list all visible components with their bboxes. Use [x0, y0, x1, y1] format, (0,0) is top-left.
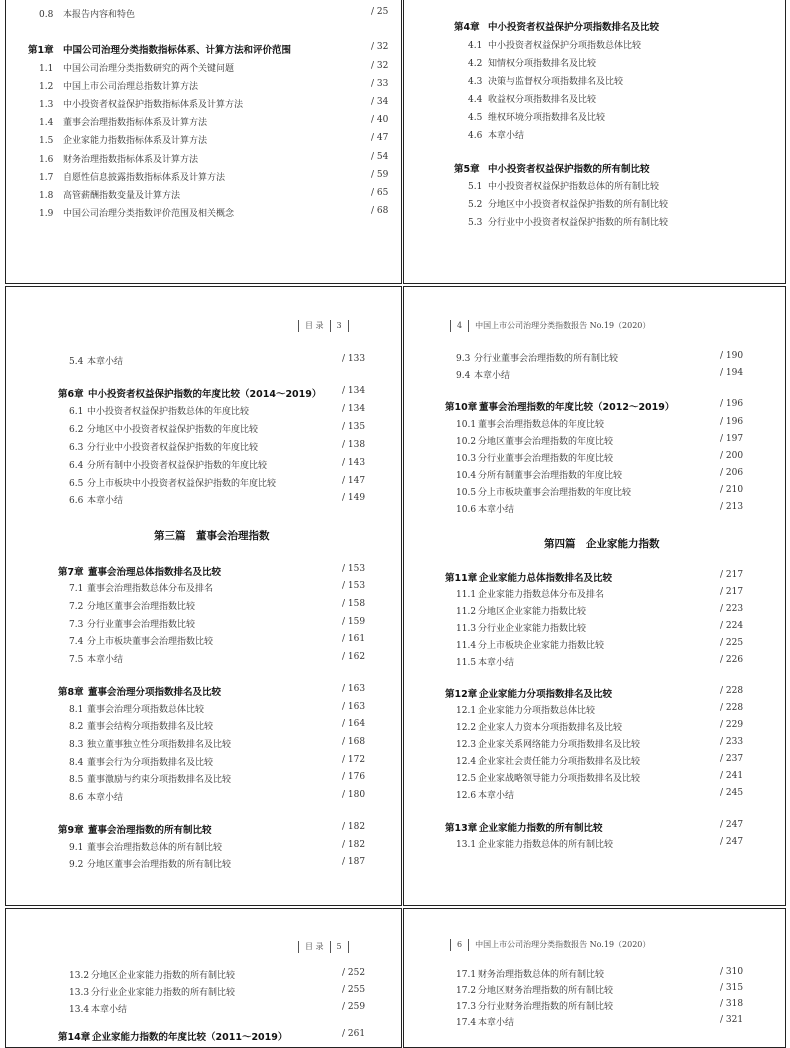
page-number: / 200	[720, 451, 744, 461]
page-number: / 164	[342, 719, 366, 729]
toc-page-5	[5, 908, 402, 1048]
page-number: / 213	[720, 502, 744, 512]
page-number: / 206	[720, 468, 744, 478]
toc-entry: 17.1 财务治理指数总体的所有制比较	[456, 970, 605, 980]
page-number: / 241	[720, 771, 744, 781]
toc-entry: 8.1 董事会治理分项指数总体比较	[69, 705, 205, 715]
page-number: / 47	[371, 133, 389, 143]
toc-page-1	[5, 0, 402, 284]
toc-entry: 13.1 企业家能力指数总体的所有制比较	[456, 840, 614, 850]
toc-chapter: 第8章 董事会治理分项指数排名及比较	[58, 687, 222, 698]
toc-entry: 11.4 分上市板块企业家能力指数比较	[456, 641, 605, 651]
running-header: 目 录 3	[292, 320, 355, 332]
running-header: 目 录 5	[292, 941, 355, 953]
toc-entry: 6.6 本章小结	[69, 496, 124, 506]
page-number: / 261	[342, 1029, 366, 1039]
page-number: / 226	[720, 655, 744, 665]
page-number: / 153	[342, 581, 366, 591]
toc-chapter: 第11章 企业家能力总体指数排名及比较	[445, 573, 613, 584]
toc-entry: 1.5 企业家能力指数指标体系及计算方法	[39, 136, 208, 146]
page-number: / 197	[720, 434, 744, 444]
toc-entry: 11.3 分行业企业家能力指数比较	[456, 624, 587, 634]
toc-entry: 1.3 中小投资者权益保护指数指标体系及计算方法	[39, 100, 244, 110]
toc-entry: 8.6 本章小结	[69, 793, 124, 803]
toc-entry: 9.3 分行业董事会治理指数的所有制比较	[456, 354, 619, 364]
page-number: / 196	[720, 417, 744, 427]
page-number: / 134	[342, 386, 366, 396]
page-number: / 318	[720, 999, 744, 1009]
page-number: / 194	[720, 368, 744, 378]
page-number: / 233	[720, 737, 744, 747]
page-number: / 252	[342, 968, 366, 978]
toc-chapter: 第9章 董事会治理指数的所有制比较	[58, 825, 212, 836]
page-number: / 135	[342, 422, 366, 432]
toc-entry: 6.2 分地区中小投资者权益保护指数的年度比较	[69, 425, 259, 435]
toc-entry: 11.1 企业家能力指数总体分布及排名	[456, 590, 605, 600]
toc-entry: 10.4 分所有制董事会治理指数的年度比较	[456, 471, 623, 481]
page-number: / 33	[371, 79, 389, 89]
toc-entry: 7.3 分行业董事会治理指数比较	[69, 620, 196, 630]
page-number: / 163	[342, 702, 366, 712]
toc-chapter: 第5章 中小投资者权益保护指数的所有制比较	[454, 164, 650, 175]
toc-entry: 1.1 中国公司治理分类指数研究的两个关键问题	[39, 64, 235, 74]
page-number: / 247	[720, 820, 744, 830]
page-number: / 190	[720, 351, 744, 361]
toc-entry: 4.3 决策与监督权分项指数排名及比较	[468, 77, 624, 87]
toc-entry: 12.4 企业家社会责任能力分项指数排名及比较	[456, 757, 641, 767]
toc-chapter: 第12章 企业家能力分项指数排名及比较	[445, 689, 613, 700]
toc-entry: 9.4 本章小结	[456, 371, 511, 381]
toc-entry: 7.4 分上市板块董事会治理指数比较	[69, 637, 214, 647]
toc-entry: 13.3 分行业企业家能力指数的所有制比较	[69, 988, 236, 998]
page-number: / 217	[720, 587, 744, 597]
toc-entry: 8.5 董事激励与约束分项指数排名及比较	[69, 775, 232, 785]
page-number: / 255	[342, 985, 366, 995]
toc-entry: 10.1 董事会治理指数总体的年度比较	[456, 420, 605, 430]
toc-entry: 6.4 分所有制中小投资者权益保护指数的年度比较	[69, 461, 268, 471]
running-header: 6 中国上市公司治理分类指数报告 No.19（2020）	[444, 939, 650, 951]
toc-entry: 5.2 分地区中小投资者权益保护指数的所有制比较	[468, 200, 669, 210]
toc-chapter: 第4章 中小投资者权益保护分项指数排名及比较	[454, 22, 660, 33]
toc-entry: 12.1 企业家能力分项指数总体比较	[456, 706, 596, 716]
toc-chapter: 第14章 企业家能力指数的年度比较（2011～2019）	[58, 1032, 288, 1043]
toc-page-3	[5, 286, 402, 906]
page-number: / 217	[720, 570, 744, 580]
toc-entry: 1.8 高管薪酬指数变量及计算方法	[39, 191, 181, 201]
toc-chapter: 第6章 中小投资者权益保护指数的年度比较（2014～2019）	[58, 389, 322, 400]
part-title: 第四篇 企业家能力指数	[544, 538, 660, 550]
toc-entry: 10.6 本章小结	[456, 505, 515, 515]
toc-chapter: 第10章 董事会治理指数的年度比较（2012～2019）	[445, 402, 675, 413]
page-number: / 153	[342, 564, 366, 574]
toc-chapter: 第13章 企业家能力指数的所有制比较	[445, 823, 603, 834]
page-number: / 245	[720, 788, 744, 798]
page-number: / 149	[342, 493, 366, 503]
page-number: / 32	[371, 61, 389, 71]
page-number: / 143	[342, 458, 366, 468]
page-number: / 210	[720, 485, 744, 495]
toc-entry: 13.2 分地区企业家能力指数的所有制比较	[69, 971, 236, 981]
toc-entry: 4.2 知情权分项指数排名及比较	[468, 59, 597, 69]
toc-entry: 1.7 自愿性信息披露指数指标体系及计算方法	[39, 173, 226, 183]
toc-entry: 9.1 董事会治理指数总体的所有制比较	[69, 843, 223, 853]
toc-entry: 1.2 中国上市公司治理总指数计算方法	[39, 82, 199, 92]
toc-entry: 17.3 分行业财务治理指数的所有制比较	[456, 1002, 614, 1012]
toc-chapter: 第7章 董事会治理总体指数排名及比较	[58, 567, 222, 578]
toc-entry: 10.3 分行业董事会治理指数的年度比较	[456, 454, 614, 464]
toc-entry: 1.6 财务治理指数指标体系及计算方法	[39, 155, 199, 165]
toc-entry: 17.2 分地区财务治理指数的所有制比较	[456, 986, 614, 996]
toc-entry: 7.5 本章小结	[69, 655, 124, 665]
running-header: 4 中国上市公司治理分类指数报告 No.19（2020）	[444, 320, 650, 332]
page-number: / 187	[342, 857, 366, 867]
page-number: / 180	[342, 790, 366, 800]
page-number: / 223	[720, 604, 744, 614]
page-number: / 34	[371, 97, 389, 107]
page-number: / 54	[371, 152, 389, 162]
toc-entry: 13.4 本章小结	[69, 1005, 128, 1015]
page-number: / 168	[342, 737, 366, 747]
page-number: / 134	[342, 404, 366, 414]
toc-entry: 11.2 分地区企业家能力指数比较	[456, 607, 587, 617]
page-number: / 176	[342, 772, 366, 782]
toc-entry: 6.1 中小投资者权益保护指数总体的年度比较	[69, 407, 250, 417]
toc-entry: 0.8 本报告内容和特色	[39, 10, 136, 20]
page-number: / 237	[720, 754, 744, 764]
toc-entry: 12.3 企业家关系网络能力分项指数排名及比较	[456, 740, 641, 750]
toc-entry: 12.5 企业家战略领导能力分项指数排名及比较	[456, 774, 641, 784]
toc-entry: 7.1 董事会治理指数总体分布及排名	[69, 584, 214, 594]
toc-entry: 7.2 分地区董事会治理指数比较	[69, 602, 196, 612]
toc-entry: 8.2 董事会结构分项指数排名及比较	[69, 722, 214, 732]
page-number: / 162	[342, 652, 366, 662]
page-number: / 147	[342, 476, 366, 486]
page-number: / 321	[720, 1015, 744, 1025]
page-number: / 133	[342, 354, 366, 364]
page-number: / 32	[371, 42, 389, 52]
toc-entry: 5.3 分行业中小投资者权益保护指数的所有制比较	[468, 218, 669, 228]
toc-entry: 4.4 收益权分项指数排名及比较	[468, 95, 597, 105]
page-number: / 158	[342, 599, 366, 609]
page-number: / 182	[342, 840, 366, 850]
page-number: / 196	[720, 399, 744, 409]
page-number: / 159	[342, 617, 366, 627]
page-number: / 163	[342, 684, 366, 694]
toc-entry: 11.5 本章小结	[456, 658, 515, 668]
page-number: / 228	[720, 686, 744, 696]
toc-entry: 1.9 中国公司治理分类指数评价范围及相关概念	[39, 209, 235, 219]
toc-entry: 12.2 企业家人力资本分项指数排名及比较	[456, 723, 623, 733]
toc-entry: 12.6 本章小结	[456, 791, 515, 801]
page-number: / 25	[371, 7, 389, 17]
toc-entry: 8.4 董事会行为分项指数排名及比较	[69, 758, 214, 768]
page-number: / 172	[342, 755, 366, 765]
page-number: / 315	[720, 983, 744, 993]
toc-entry: 4.1 中小投资者权益保护分项指数总体比较	[468, 41, 642, 51]
page-number: / 68	[371, 206, 389, 216]
page-number: / 40	[371, 115, 389, 125]
page-number: / 182	[342, 822, 366, 832]
toc-entry: 9.2 分地区董事会治理指数的所有制比较	[69, 860, 232, 870]
toc-entry: 4.6 本章小结	[468, 131, 525, 141]
toc-entry: 5.1 中小投资者权益保护指数总体的所有制比较	[468, 182, 660, 192]
toc-entry: 8.3 独立董事独立性分项指数排名及比较	[69, 740, 232, 750]
page-number: / 229	[720, 720, 744, 730]
toc-entry: 10.5 分上市板块董事会治理指数的年度比较	[456, 488, 632, 498]
part-title: 第三篇 董事会治理指数	[154, 530, 270, 542]
page-number: / 259	[342, 1002, 366, 1012]
toc-page-6	[403, 908, 786, 1048]
page-number: / 225	[720, 638, 744, 648]
toc-entry: 4.5 维权环境分项指数排名及比较	[468, 113, 606, 123]
toc-entry: 1.4 董事会治理指数指标体系及计算方法	[39, 118, 208, 128]
toc-page-2	[403, 0, 786, 284]
toc-entry: 6.3 分行业中小投资者权益保护指数的年度比较	[69, 443, 259, 453]
page-number: / 247	[720, 837, 744, 847]
toc-page-4	[403, 286, 786, 906]
toc-entry: 17.4 本章小结	[456, 1018, 515, 1028]
toc-chapter: 第1章 中国公司治理分类指数指标体系、计算方法和评价范围	[28, 45, 292, 56]
page-number: / 65	[371, 188, 389, 198]
toc-entry: 10.2 分地区董事会治理指数的年度比较	[456, 437, 614, 447]
page-number: / 59	[371, 170, 389, 180]
page-number: / 310	[720, 967, 744, 977]
toc-entry: 5.4 本章小结	[69, 357, 124, 367]
page-number: / 161	[342, 634, 366, 644]
page-number: / 224	[720, 621, 744, 631]
page-number: / 138	[342, 440, 366, 450]
page-number: / 228	[720, 703, 744, 713]
toc-entry: 6.5 分上市板块中小投资者权益保护指数的年度比较	[69, 479, 277, 489]
